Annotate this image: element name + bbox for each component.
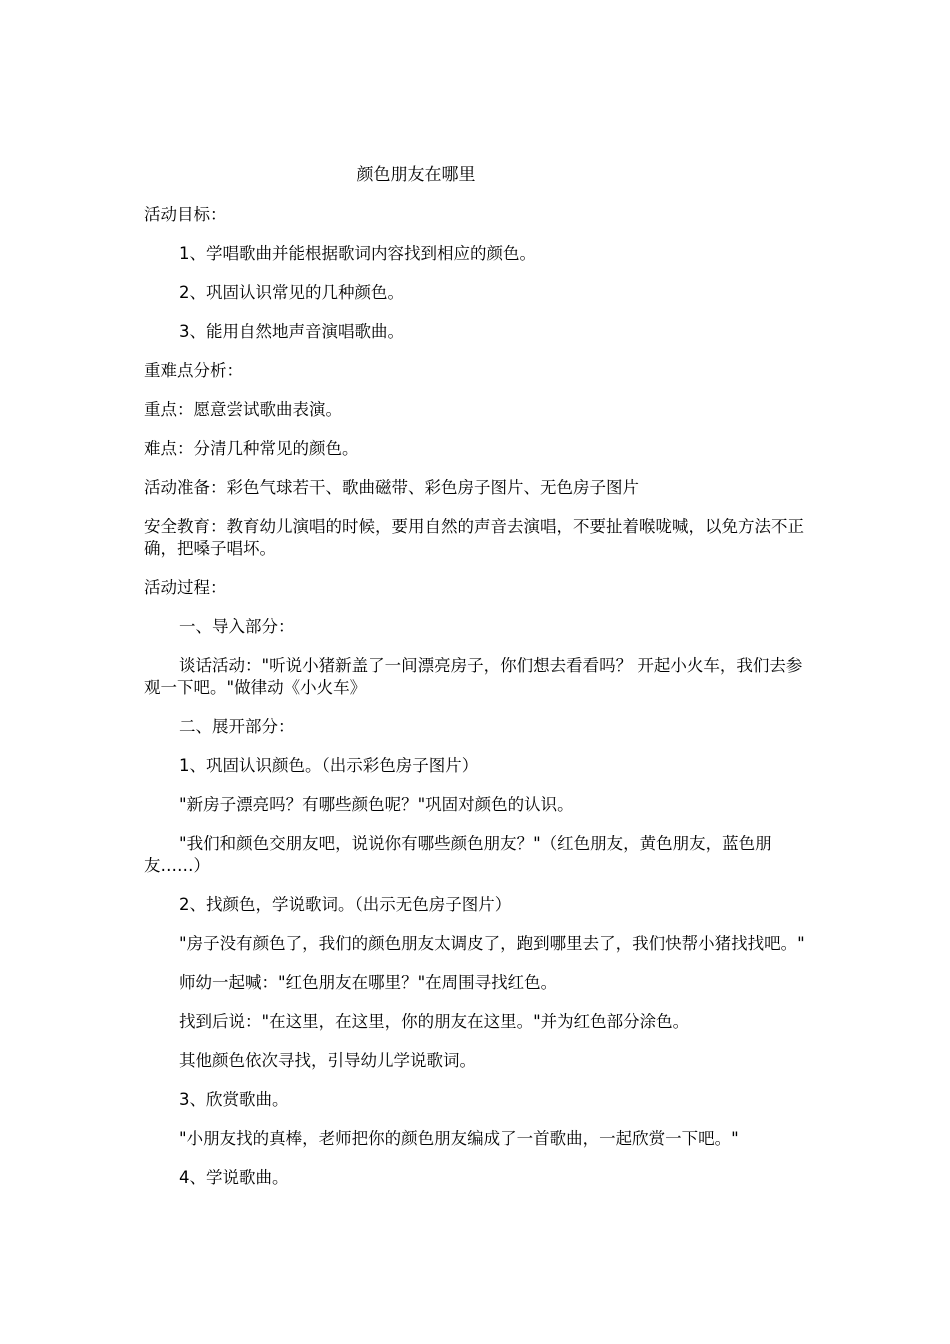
paragraph: 重难点分析： <box>144 361 243 380</box>
paragraph: 谈话活动："听说小猪新盖了一间漂亮房子，你们想去看看吗？ 开起小火车，我们去参观一下吧。"做律动《小火车》 <box>144 656 803 697</box>
paragraph: 3、欣赏歌曲。 <box>179 1090 289 1109</box>
paragraph: "小朋友找的真棒，老师把你的颜色朋友编成了一首歌曲，一起欣赏一下吧。" <box>179 1129 739 1148</box>
document-body <box>144 204 809 1206</box>
paragraph: 活动准备：彩色气球若干、歌曲磁带、彩色房子图片、无色房子图片 <box>144 478 639 497</box>
paragraph: "我们和颜色交朋友吧，说说你有哪些颜色朋友？"（红色朋友，黄色朋友，蓝色朋友……） <box>144 834 772 875</box>
paragraph: "新房子漂亮吗？有哪些颜色呢？"巩固对颜色的认识。 <box>179 795 574 814</box>
paragraph: 2、找颜色，学说歌词。（出示无色房子图片） <box>179 895 512 914</box>
paragraph: 活动目标： <box>144 205 227 224</box>
paragraph: 安全教育：教育幼儿演唱的时候，要用自然的声音去演唱，不要扯着喉咙喊，以免方法不正确，把嗓子唱坏。 <box>144 517 804 558</box>
paragraph: 活动过程： <box>144 578 227 597</box>
paragraph: 3、能用自然地声音演唱歌曲。 <box>179 322 404 341</box>
paragraph: "房子没有颜色了，我们的颜色朋友太调皮了，跑到哪里去了，我们快帮小猪找找吧。" <box>179 934 805 953</box>
paragraph: 难点：分清几种常见的颜色。 <box>144 439 359 458</box>
paragraph: 师幼一起喊："红色朋友在哪里？"在周围寻找红色。 <box>179 973 558 992</box>
paragraph: 其他颜色依次寻找，引导幼儿学说歌词。 <box>179 1051 476 1070</box>
paragraph: 2、巩固认识常见的几种颜色。 <box>179 283 404 302</box>
paragraph: 1、巩固认识颜色。（出示彩色房子图片） <box>179 756 479 775</box>
paragraph: 二、展开部分： <box>179 717 295 736</box>
paragraph: 一、导入部分： <box>179 617 295 636</box>
paragraph: 1、学唱歌曲并能根据歌词内容找到相应的颜色。 <box>179 244 536 263</box>
paragraph: 4、学说歌曲。 <box>179 1168 289 1187</box>
paragraph: 重点：愿意尝试歌曲表演。 <box>144 400 342 419</box>
document-title: 颜色朋友在哪里 <box>356 165 476 185</box>
paragraph: 找到后说："在这里，在这里，你的朋友在这里。"并为红色部分涂色。 <box>179 1012 690 1031</box>
